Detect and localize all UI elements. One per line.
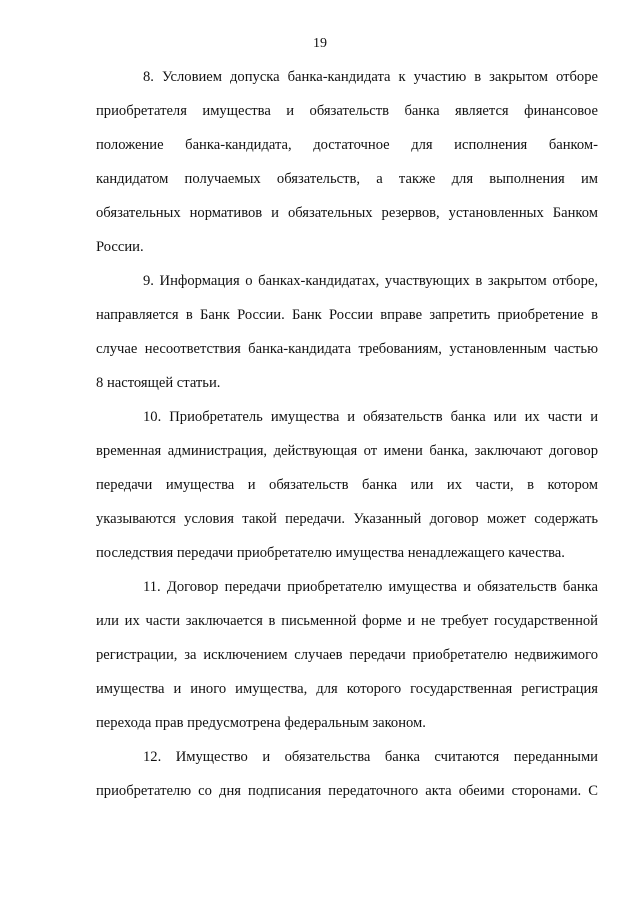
- text-line: положение банка-кандидата, достаточное для исполнения банком-: [96, 137, 598, 153]
- text-line: 8 настоящей статьи.: [96, 375, 221, 391]
- text-line: или их части заключается в письменной форме и не требует государственной: [96, 613, 598, 629]
- text-line: случае несоответствия банка-кандидата требованиям, установленным частью: [96, 341, 598, 357]
- text-line: 10. Приобретатель имущества и обязательств банка или их части и: [143, 409, 598, 425]
- paragraph-9: [96, 264, 598, 400]
- page-number: 19: [313, 36, 327, 51]
- text-line: приобретателя имущества и обязательств банка является финансовое: [96, 103, 598, 119]
- paragraph-8: [96, 60, 598, 264]
- text-line: приобретателю со дня подписания передаточного акта обеими сторонами. С: [96, 783, 598, 799]
- body-text: [96, 60, 598, 808]
- text-line: указываются условия такой передачи. Указанный договор может содержать: [96, 511, 598, 527]
- text-line: 12. Имущество и обязательства банка считаются переданными: [143, 749, 598, 765]
- text-line: 8. Условием допуска банка-кандидата к участию в закрытом отборе: [143, 69, 598, 85]
- text-line: направляется в Банк России. Банк России вправе запретить приобретение в: [96, 307, 598, 323]
- text-line: регистрации, за исключением случаев передачи приобретателю недвижимого: [96, 647, 598, 663]
- text-line: кандидатом получаемых обязательств, а также для выполнения им: [96, 171, 598, 187]
- text-line: передачи имущества и обязательств банка или их части, в котором: [96, 477, 598, 493]
- text-line: России.: [96, 239, 144, 255]
- paragraph-10: [96, 400, 598, 570]
- text-line: обязательных нормативов и обязательных резервов, установленных Банком: [96, 205, 598, 221]
- text-line: временная администрация, действующая от имени банка, заключают договор: [96, 443, 598, 459]
- text-line: 9. Информация о банках-кандидатах, участвующих в закрытом отборе,: [143, 273, 598, 289]
- text-line: имущества и иного имущества, для которого государственная регистрация: [96, 681, 598, 697]
- text-line: последствия передачи приобретателю имущества ненадлежащего качества.: [96, 545, 565, 561]
- paragraph-11: [96, 570, 598, 740]
- text-line: 11. Договор передачи приобретателю имущества и обязательств банка: [143, 579, 598, 595]
- text-line: перехода прав предусмотрена федеральным законом.: [96, 715, 426, 731]
- paragraph-12: [96, 740, 598, 808]
